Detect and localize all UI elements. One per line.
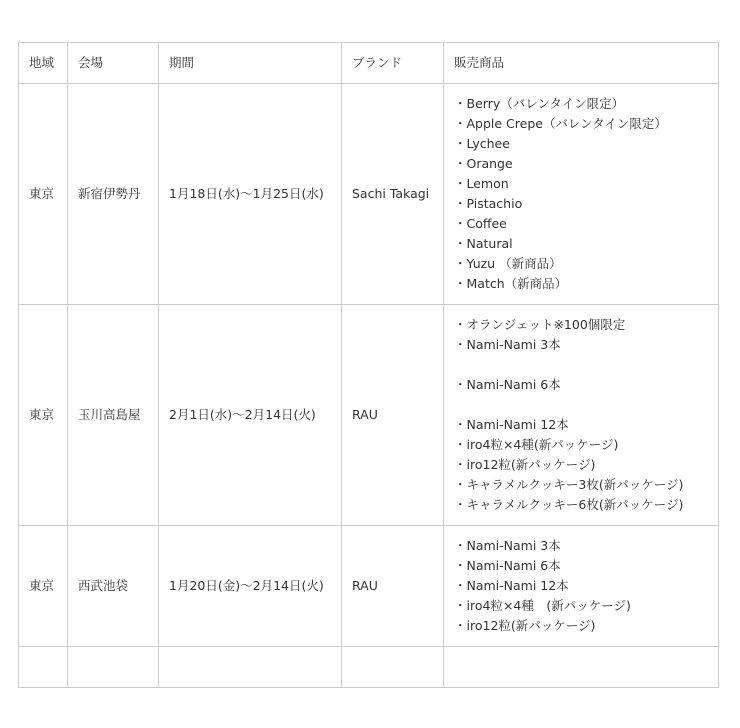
- cell-venue: 玉川高島屋: [68, 305, 159, 526]
- product-item: ・Berry（バレンタイン限定）: [454, 96, 625, 111]
- product-item: ・Nami-Nami 12本: [454, 417, 569, 432]
- events-table: [18, 42, 719, 688]
- header-products: 販売商品: [444, 43, 719, 84]
- cell-region: 東京: [19, 526, 68, 647]
- cell-products: [444, 526, 719, 647]
- product-item: ・オランジェット※100個限定: [454, 317, 626, 332]
- product-item: ・Orange: [454, 156, 513, 171]
- table-row: [19, 305, 719, 526]
- cell-period: 1月18日(水)～1月25日(水): [159, 84, 342, 305]
- product-item-spacer: [454, 355, 708, 375]
- product-item: ・Nami-Nami 6本: [454, 377, 561, 392]
- product-item: ・iro12粒(新パッケージ): [454, 618, 596, 633]
- product-item: ・iro4粒×4種 (新パッケージ): [454, 598, 631, 613]
- cell-venue: 新宿伊勢丹: [68, 84, 159, 305]
- cell-brand: [342, 647, 444, 688]
- product-list: [454, 315, 708, 515]
- table-row-empty: [19, 647, 719, 688]
- cell-brand: Sachi Takagi: [342, 84, 444, 305]
- cell-region: 東京: [19, 305, 68, 526]
- product-item: ・Lemon: [454, 176, 509, 191]
- product-item: ・iro12粒(新パッケージ): [454, 457, 596, 472]
- product-item: ・Pistachio: [454, 196, 523, 211]
- product-item: ・Nami-Nami 12本: [454, 578, 569, 593]
- product-item: ・Match（新商品）: [454, 276, 568, 291]
- cell-period: [159, 647, 342, 688]
- cell-products: [444, 647, 719, 688]
- product-item: ・Yuzu （新商品）: [454, 256, 562, 271]
- product-item: ・Apple Crepe（バレンタイン限定）: [454, 116, 667, 131]
- cell-period: 1月20日(金)～2月14日(火): [159, 526, 342, 647]
- product-item: ・Natural: [454, 236, 513, 251]
- product-item-spacer: [454, 395, 708, 415]
- cell-period: 2月1日(水)～2月14日(火): [159, 305, 342, 526]
- table-row: [19, 526, 719, 647]
- header-venue: 会場: [68, 43, 159, 84]
- table-row: [19, 84, 719, 305]
- product-item: ・キャラメルクッキー6枚(新パッケージ): [454, 497, 684, 512]
- product-item: ・Nami-Nami 3本: [454, 538, 561, 553]
- cell-venue: 西武池袋: [68, 526, 159, 647]
- product-item: ・Nami-Nami 6本: [454, 558, 561, 573]
- product-item: ・Lychee: [454, 136, 510, 151]
- product-item: ・Nami-Nami 3本: [454, 337, 561, 352]
- cell-brand: RAU: [342, 305, 444, 526]
- product-item: ・iro4粒×4種(新パッケージ): [454, 437, 619, 452]
- cell-region: 東京: [19, 84, 68, 305]
- header-brand: ブランド: [342, 43, 444, 84]
- cell-brand: RAU: [342, 526, 444, 647]
- header-period: 期間: [159, 43, 342, 84]
- product-list: [454, 94, 708, 294]
- product-item: ・Coffee: [454, 216, 507, 231]
- product-item: ・キャラメルクッキー3枚(新パッケージ): [454, 477, 684, 492]
- header-region: 地域: [19, 43, 68, 84]
- cell-venue: [68, 647, 159, 688]
- table-header-row: [19, 43, 719, 84]
- product-list: [454, 536, 708, 636]
- cell-region: [19, 647, 68, 688]
- cell-products: [444, 305, 719, 526]
- cell-products: [444, 84, 719, 305]
